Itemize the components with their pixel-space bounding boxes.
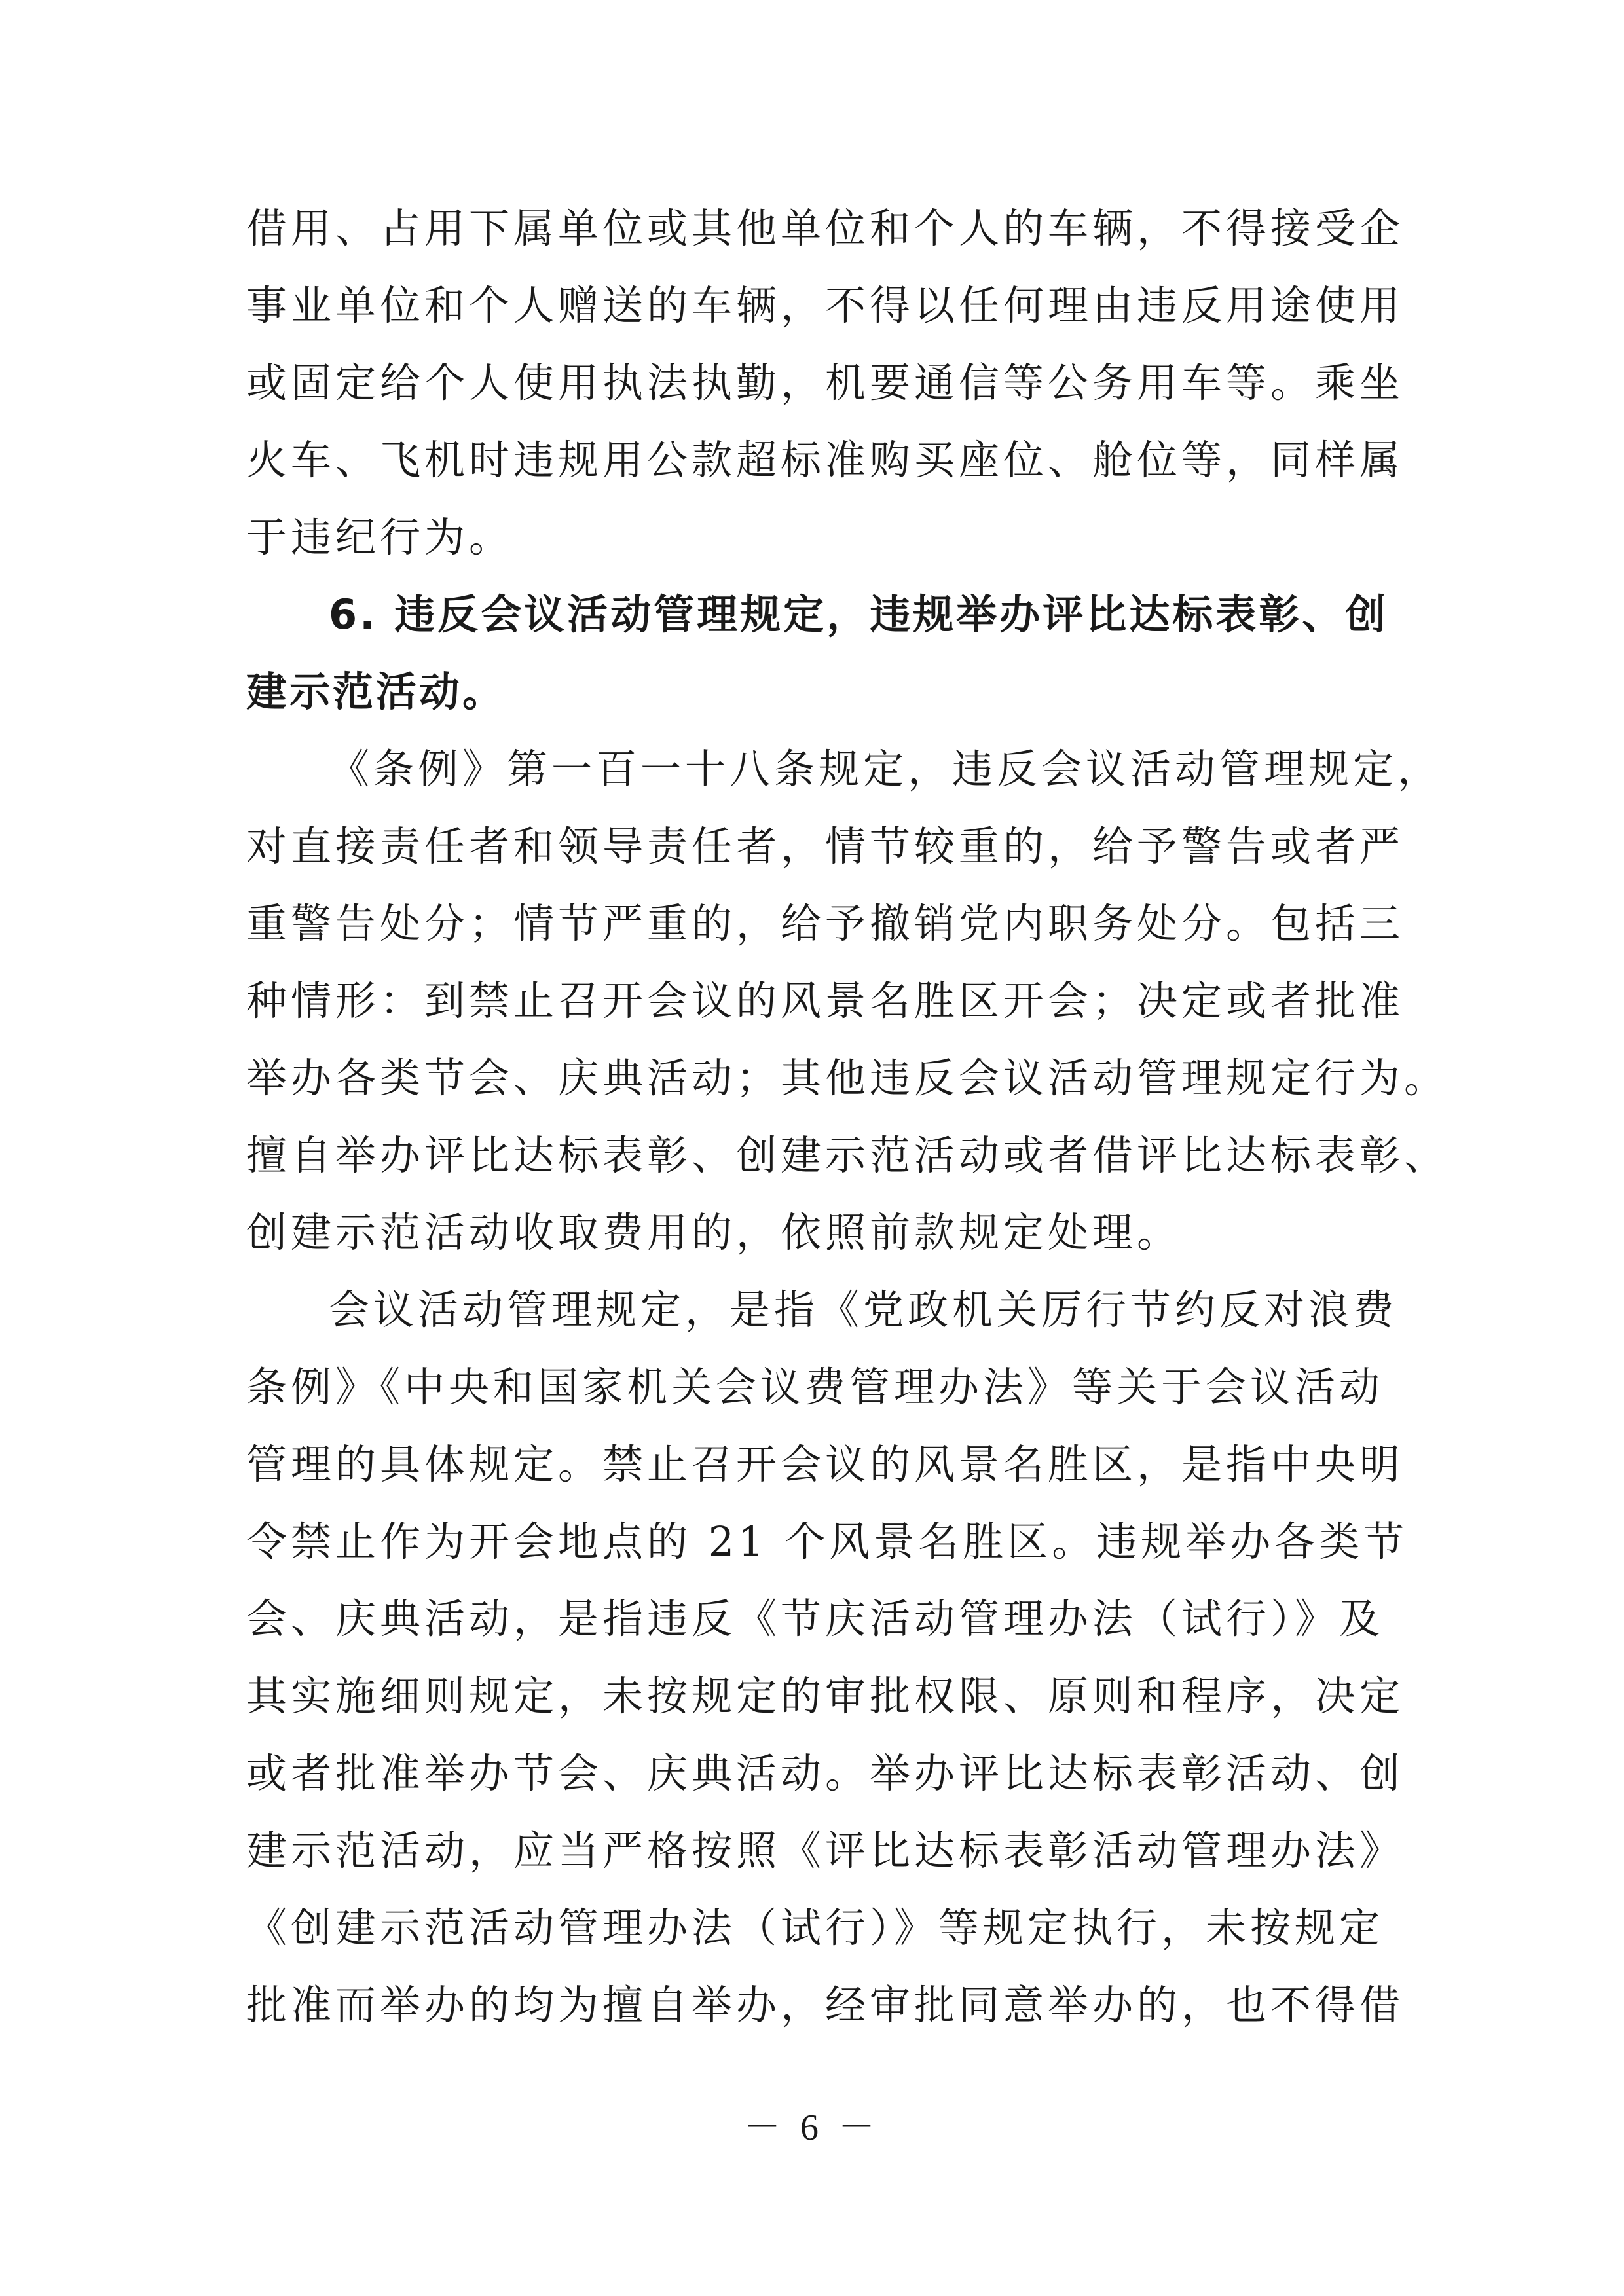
body-line-13: 擅自举办评比达标表彰、创建示范活动或者借评比达标表彰、 [246, 1131, 1449, 1179]
body-line-10: 重警告处分；情节严重的，给予撤销党内职务处分。包括三 [246, 900, 1405, 947]
section-heading-line-1: 6. 违反会议活动管理规定，违规举办评比达标表彰、创 [329, 591, 1389, 638]
body-line-4: 火车、飞机时违规用公款超标准购买座位、舱位等，同样属 [246, 436, 1405, 484]
body-line-16: 条例》《中央和国家机关会议费管理办法》等关于会议活动 [246, 1363, 1384, 1411]
section-heading-line-2: 建示范活动。 [246, 668, 506, 716]
body-line-15: 会议活动管理规定，是指《党政机关厉行节约反对浪费 [329, 1286, 1398, 1334]
body-line-20: 其实施细则规定，未按规定的审批权限、原则和程序，决定 [246, 1672, 1405, 1720]
body-line-3: 或固定给个人使用执法执勤，机要通信等公务用车等。乘坐 [246, 359, 1405, 407]
body-line-23: 《创建示范活动管理办法（试行）》等规定执行，未按规定 [246, 1904, 1384, 1952]
body-line-12: 举办各类节会、庆典活动；其他违反会议活动管理规定行为。 [246, 1054, 1449, 1102]
body-line-19: 会、庆典活动，是指违反《节庆活动管理办法（试行）》及 [246, 1595, 1384, 1643]
body-line-22: 建示范活动，应当严格按照《评比达标表彰活动管理办法》 [246, 1827, 1405, 1874]
body-line-11: 种情形：到禁止召开会议的风景名胜区开会；决定或者批准 [246, 977, 1405, 1025]
document-body [246, 190, 1449, 2044]
body-line-8: 《条例》第一百一十八条规定，违反会议活动管理规定， [329, 745, 1443, 793]
body-line-14: 创建示范活动收取费用的，依照前款规定处理。 [246, 1209, 1182, 1256]
body-line-21: 或者批准举办节会、庆典活动。举办评比达标表彰活动、创 [246, 1749, 1405, 1797]
body-line-24: 批准而举办的均为擅自举办，经审批同意举办的，也不得借 [246, 1981, 1405, 2029]
body-line-18: 令禁止作为开会地点的 21 个风景名胜区。违规举办各类节 [246, 1518, 1409, 1565]
body-line-5: 于违纪行为。 [246, 513, 514, 561]
body-line-9: 对直接责任者和领导责任者，情节较重的，给予警告或者严 [246, 822, 1405, 870]
page-number: － 6 － [744, 2107, 880, 2148]
body-line-17: 管理的具体规定。禁止召开会议的风景名胜区，是指中央明 [246, 1440, 1405, 1488]
body-line-2: 事业单位和个人赠送的车辆，不得以任何理由违反用途使用 [246, 282, 1405, 329]
body-line-1: 借用、占用下属单位或其他单位和个人的车辆，不得接受企 [246, 204, 1405, 252]
